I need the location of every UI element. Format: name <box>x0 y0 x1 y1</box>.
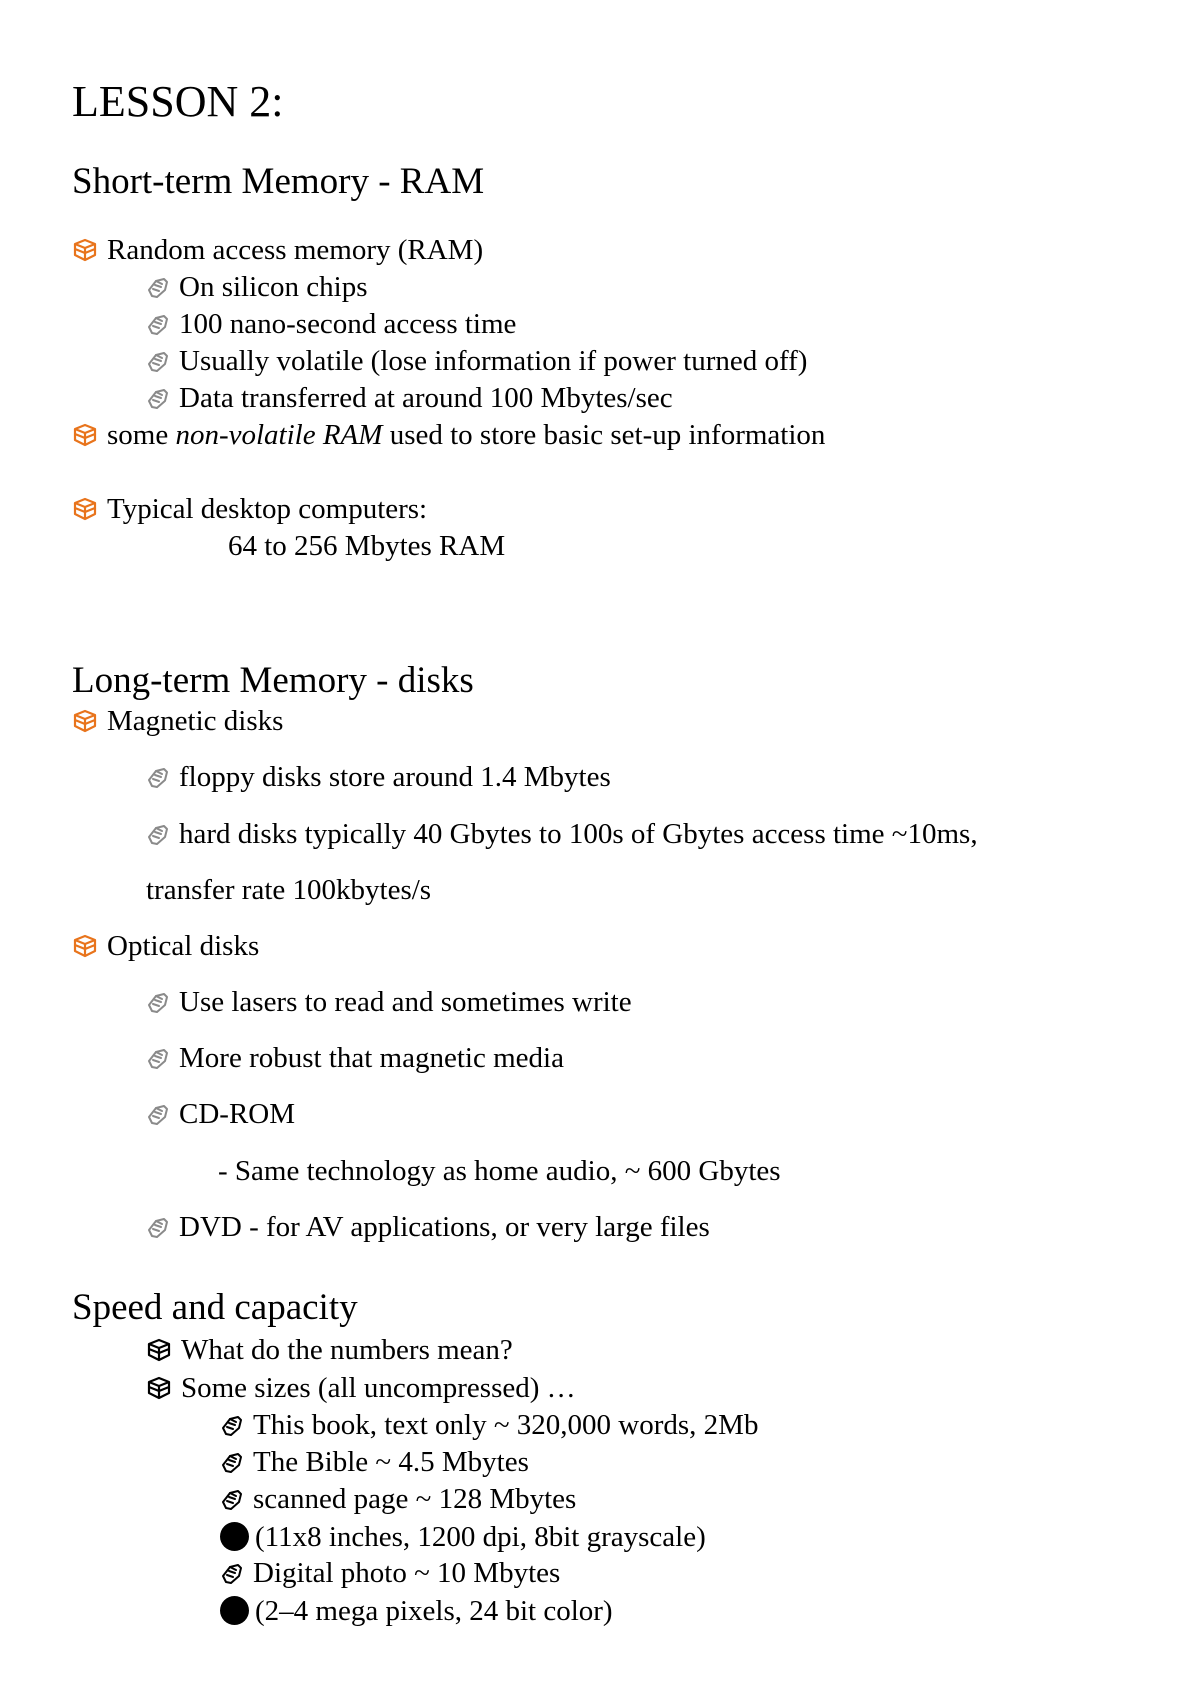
list-item: (2–4 mega pixels, 24 bit color) <box>220 1596 613 1626</box>
hand-pointer-icon <box>146 350 170 374</box>
list-item: The Bible ~ 4.5 Mbytes <box>220 1448 529 1477</box>
stacked-box-icon <box>146 1375 172 1401</box>
list-item: On silicon chips <box>146 273 368 302</box>
emphasis-text: non-volatile RAM <box>175 419 383 451</box>
stacked-box-icon <box>72 422 98 448</box>
list-item: More robust that magnetic media <box>146 1044 564 1073</box>
page-title: LESSON 2: <box>72 77 284 126</box>
hand-pointer-icon <box>220 1414 244 1438</box>
list-item: hard disks typically 40 Gbytes to 100s of Gbytes access time ~10ms, <box>146 820 978 849</box>
list-item: Typical desktop computers: <box>72 495 427 524</box>
list-item: scanned page ~ 128 Mbytes <box>220 1485 576 1514</box>
item-detail: - Same technology as home audio, ~ 600 Gbytes <box>218 1155 781 1187</box>
section-heading-speed: Speed and capacity <box>72 1287 358 1328</box>
list-item: Magnetic disks <box>72 707 283 736</box>
list-item: Use lasers to read and sometimes write <box>146 988 632 1017</box>
section-heading-ram: Short-term Memory - RAM <box>72 161 485 202</box>
hand-pointer-icon <box>146 387 170 411</box>
hand-pointer-icon <box>146 1047 170 1071</box>
hand-pointer-icon <box>146 276 170 300</box>
list-item: CD-ROM <box>146 1100 295 1129</box>
list-item: 100 nano-second access time <box>146 310 516 339</box>
stacked-box-icon <box>72 496 98 522</box>
filled-circle-icon <box>220 1596 249 1625</box>
stacked-box-icon <box>72 237 98 263</box>
stacked-box-icon <box>146 1337 172 1363</box>
stacked-box-icon <box>72 708 98 734</box>
list-item: What do the numbers mean? <box>146 1336 513 1365</box>
hand-pointer-icon <box>146 1103 170 1127</box>
hand-pointer-icon <box>220 1451 244 1475</box>
list-item: floppy disks store around 1.4 Mbytes <box>146 763 611 792</box>
list-item: (11x8 inches, 1200 dpi, 8bit grayscale) <box>220 1522 706 1552</box>
hand-pointer-icon <box>220 1488 244 1512</box>
continuation-text: transfer rate 100kbytes/s <box>146 874 432 906</box>
hand-pointer-icon <box>220 1562 244 1586</box>
list-item: DVD - for AV applications, or very large files <box>146 1213 710 1242</box>
list-item: Some sizes (all uncompressed) … <box>146 1374 576 1403</box>
list-item: Optical disks <box>72 932 259 961</box>
section-heading-disks: Long-term Memory - disks <box>72 660 474 701</box>
item-detail: 64 to 256 Mbytes RAM <box>228 530 506 562</box>
filled-circle-icon <box>220 1522 249 1551</box>
list-item: This book, text only ~ 320,000 words, 2Mb <box>220 1411 758 1440</box>
stacked-box-icon <box>72 933 98 959</box>
list-item: Digital photo ~ 10 Mbytes <box>220 1559 560 1588</box>
list-item: Usually volatile (lose information if power turned off) <box>146 347 807 376</box>
list-item: Data transferred at around 100 Mbytes/sec <box>146 384 673 413</box>
hand-pointer-icon <box>146 1216 170 1240</box>
hand-pointer-icon <box>146 991 170 1015</box>
hand-pointer-icon <box>146 313 170 337</box>
list-item: some non-volatile RAM used to store basic set-up information <box>72 421 825 450</box>
hand-pointer-icon <box>146 823 170 847</box>
list-item: Random access memory (RAM) <box>72 236 483 265</box>
hand-pointer-icon <box>146 766 170 790</box>
